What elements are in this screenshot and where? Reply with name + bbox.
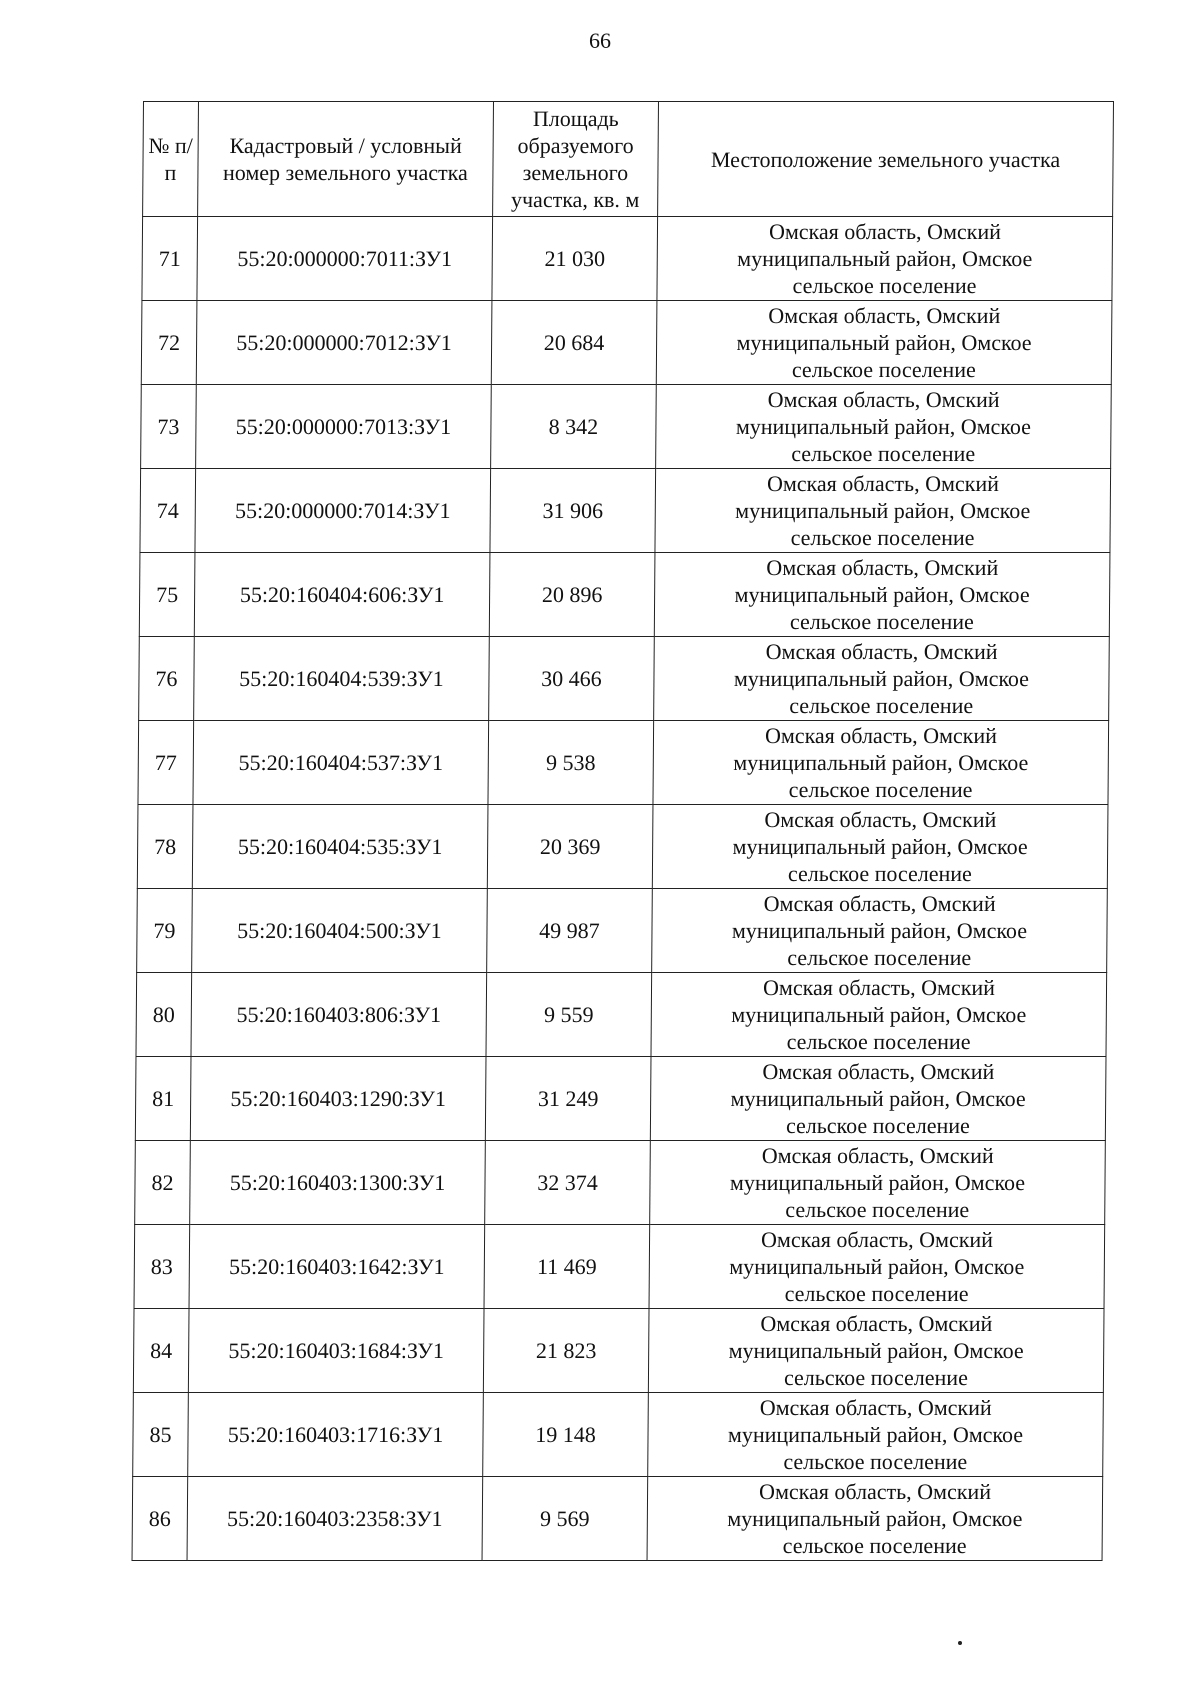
- location-line: Омская область, Омский: [760, 1227, 994, 1252]
- header-cadastral: Кадастровый / условный номер земельного участка: [198, 102, 494, 217]
- location-line: муниципальный район, Омское: [735, 498, 1031, 523]
- location-line: Омская область, Омский: [764, 723, 998, 748]
- plot-location: [649, 1225, 1105, 1309]
- plot-location: [650, 1141, 1106, 1225]
- location-line: муниципальный район, Омское: [729, 1170, 1026, 1195]
- table-row: [134, 1225, 1105, 1309]
- location-line: сельское поселение: [786, 1029, 971, 1054]
- cadastral-number: 55:20:160404:537:ЗУ1: [193, 721, 489, 805]
- table-row: [139, 637, 1110, 721]
- header-num: № п/п: [143, 102, 199, 217]
- location-line: Омская область, Омский: [760, 1311, 993, 1336]
- plot-area: 32 374: [485, 1141, 651, 1225]
- plot-area: 9 538: [488, 721, 654, 805]
- location-line: сельское поселение: [792, 273, 977, 298]
- plot-location: [656, 301, 1112, 385]
- location-line: сельское поселение: [787, 861, 972, 886]
- cadastral-number: 55:20:160403:1684:ЗУ1: [188, 1309, 484, 1393]
- location-line: Омская область, Омский: [768, 303, 1001, 328]
- cadastral-number: 55:20:160404:535:ЗУ1: [192, 805, 488, 889]
- location-line: сельское поселение: [783, 1365, 968, 1390]
- plot-location: [651, 973, 1107, 1057]
- location-line: сельское поселение: [790, 525, 975, 550]
- table-row: [136, 973, 1107, 1057]
- location-line: Омская область, Омский: [759, 1479, 992, 1504]
- row-number: 83: [134, 1225, 190, 1309]
- cadastral-number: 55:20:160403:806:ЗУ1: [191, 973, 487, 1057]
- cadastral-number: 55:20:000000:7011:ЗУ1: [197, 217, 493, 301]
- location-line: муниципальный район, Омское: [729, 1254, 1025, 1279]
- location-line: Омская область, Омский: [766, 555, 999, 580]
- table-row: [142, 217, 1113, 301]
- location-line: Омская область, Омский: [764, 807, 997, 832]
- row-number: 76: [139, 637, 195, 721]
- plot-area: 8 342: [491, 385, 657, 469]
- land-plots-table: [132, 101, 1114, 1561]
- cadastral-number: 55:20:160404:539:ЗУ1: [194, 637, 490, 721]
- location-line: сельское поселение: [785, 1113, 970, 1138]
- location-line: Омская область, Омский: [765, 639, 998, 664]
- location-line: Омская область, Омский: [759, 1395, 992, 1420]
- row-number: 74: [140, 469, 196, 553]
- location-line: Омская область, Омский: [767, 387, 1000, 412]
- location-line: сельское поселение: [784, 1281, 969, 1306]
- location-line: муниципальный район, Омское: [727, 1506, 1023, 1531]
- cadastral-number: 55:20:160404:606:ЗУ1: [194, 553, 490, 637]
- table-row: [135, 1141, 1106, 1225]
- cadastral-number: 55:20:160403:1716:ЗУ1: [188, 1393, 484, 1477]
- plot-area: 31 906: [490, 469, 656, 553]
- table-row: [137, 889, 1108, 973]
- location-line: муниципальный район, Омское: [733, 750, 1029, 775]
- cadastral-number: 55:20:160403:2358:ЗУ1: [187, 1477, 483, 1561]
- location-line: сельское поселение: [785, 1197, 970, 1222]
- cadastral-number: 55:20:160403:1642:ЗУ1: [189, 1225, 485, 1309]
- row-number: 82: [135, 1141, 191, 1225]
- row-number: 78: [137, 805, 193, 889]
- cadastral-number: 55:20:160403:1290:ЗУ1: [190, 1057, 486, 1141]
- location-line: Омская область, Омский: [766, 471, 1000, 496]
- cadastral-number: 55:20:160403:1300:ЗУ1: [190, 1141, 486, 1225]
- location-line: муниципальный район, Омское: [734, 582, 1030, 607]
- table-row: [133, 1393, 1104, 1477]
- row-number: 85: [133, 1393, 189, 1477]
- plot-area: 11 469: [484, 1225, 650, 1309]
- row-number: 75: [139, 553, 195, 637]
- location-line: Омская область, Омский: [763, 891, 996, 916]
- plot-location: [647, 1477, 1103, 1561]
- plot-area: 9 569: [482, 1477, 648, 1561]
- plot-location: [648, 1309, 1104, 1393]
- header-area: Площадь образуемого земельного участка, кв. м: [493, 102, 659, 217]
- plot-area: 19 148: [483, 1393, 649, 1477]
- location-line: муниципальный район, Омское: [737, 246, 1033, 271]
- table-row: [135, 1057, 1106, 1141]
- row-number: 72: [141, 301, 197, 385]
- row-number: 71: [142, 217, 198, 301]
- row-number: 73: [141, 385, 197, 469]
- table-row: [138, 721, 1109, 805]
- cadastral-number: 55:20:160404:500:ЗУ1: [192, 889, 488, 973]
- location-line: Омская область, Омский: [762, 975, 996, 1000]
- location-line: муниципальный район, Омское: [733, 666, 1030, 691]
- plot-location: [648, 1393, 1104, 1477]
- location-line: муниципальный район, Омское: [727, 1422, 1024, 1447]
- location-line: муниципальный район, Омское: [728, 1338, 1024, 1363]
- cadastral-number: 55:20:000000:7014:ЗУ1: [195, 469, 491, 553]
- plot-area: 21 823: [483, 1309, 649, 1393]
- table-header: [143, 102, 1114, 217]
- location-line: муниципальный район, Омское: [735, 414, 1032, 439]
- table-row: [141, 301, 1112, 385]
- location-line: Омская область, Омский: [762, 1059, 995, 1084]
- plot-location: [656, 385, 1112, 469]
- stray-dot: [958, 1641, 962, 1645]
- cadastral-number: 55:20:000000:7012:ЗУ1: [196, 301, 492, 385]
- cadastral-number: 55:20:000000:7013:ЗУ1: [196, 385, 492, 469]
- table-body: [132, 217, 1113, 1561]
- location-line: Омская область, Омский: [768, 219, 1002, 244]
- location-line: сельское поселение: [788, 777, 973, 802]
- plot-area: 20 369: [487, 805, 653, 889]
- location-line: Омская область, Омский: [761, 1143, 994, 1168]
- plot-area: 30 466: [489, 637, 655, 721]
- plot-location: [652, 805, 1108, 889]
- plot-area: 20 684: [491, 301, 657, 385]
- location-line: сельское поселение: [787, 945, 972, 970]
- location-line: муниципальный район, Омское: [732, 834, 1028, 859]
- location-line: сельское поселение: [789, 609, 974, 634]
- plot-location: [653, 721, 1109, 805]
- row-number: 80: [136, 973, 192, 1057]
- location-line: муниципальный район, Омское: [731, 1002, 1027, 1027]
- location-line: муниципальный район, Омское: [736, 330, 1032, 355]
- row-number: 84: [133, 1309, 189, 1393]
- location-line: сельское поселение: [791, 441, 976, 466]
- table-row: [132, 1477, 1103, 1561]
- plot-area: 49 987: [487, 889, 653, 973]
- header-location: Местоположение земельного участка: [658, 102, 1114, 217]
- location-line: сельское поселение: [789, 693, 974, 718]
- plot-area: 21 030: [492, 217, 658, 301]
- location-line: сельское поселение: [783, 1449, 968, 1474]
- table-row: [141, 385, 1112, 469]
- row-number: 86: [132, 1477, 188, 1561]
- table-row: [139, 553, 1110, 637]
- location-line: сельское поселение: [782, 1533, 967, 1558]
- plot-area: 31 249: [485, 1057, 651, 1141]
- page-number: 66: [589, 28, 611, 53]
- plot-location: [657, 217, 1113, 301]
- location-line: муниципальный район, Омское: [730, 1086, 1026, 1111]
- table-row: [140, 469, 1111, 553]
- row-number: 79: [137, 889, 193, 973]
- location-line: сельское поселение: [791, 357, 976, 382]
- location-line: муниципальный район, Омское: [731, 918, 1028, 943]
- plot-location: [655, 469, 1111, 553]
- row-number: 81: [135, 1057, 191, 1141]
- table-row: [137, 805, 1108, 889]
- plot-location: [654, 553, 1110, 637]
- plot-area: 20 896: [489, 553, 655, 637]
- row-number: 77: [138, 721, 194, 805]
- plot-location: [654, 637, 1110, 721]
- plot-area: 9 559: [486, 973, 652, 1057]
- plot-location: [652, 889, 1108, 973]
- plot-location: [650, 1057, 1106, 1141]
- header-row: [143, 102, 1114, 217]
- table-row: [133, 1309, 1104, 1393]
